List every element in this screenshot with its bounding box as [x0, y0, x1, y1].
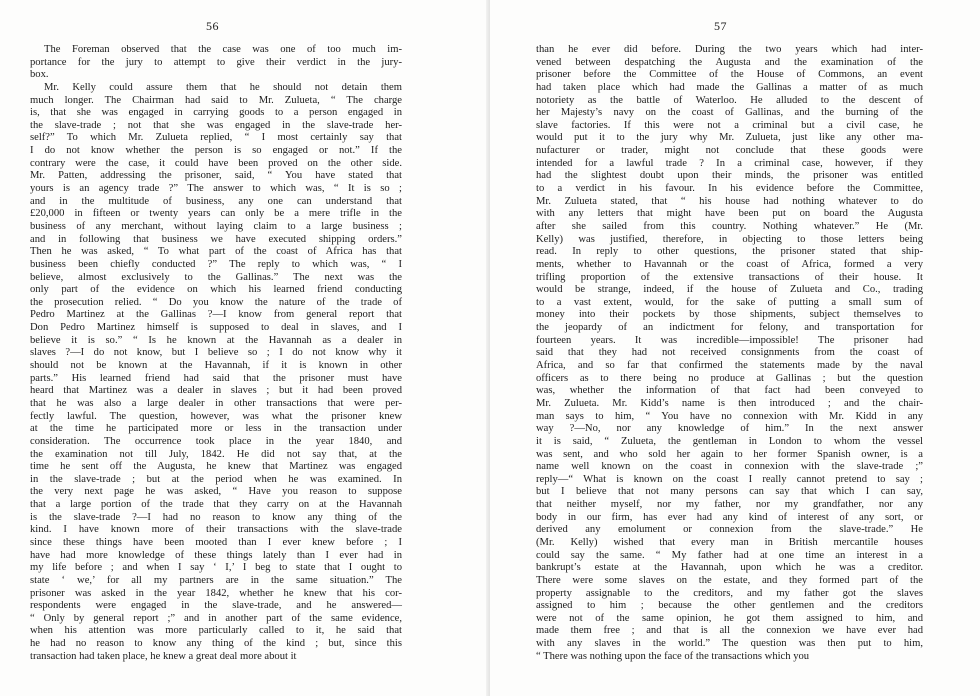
text-line: would put it to the jury why Mr. Zulueta, just like any other ma-: [536, 132, 923, 144]
text-line: to a vast extent, would, for the sake of putting a small sum of: [536, 296, 923, 308]
text-line: Mr. Zulueta stated, that “ his house had nothing whatever to do: [536, 195, 923, 207]
text-line: consideration. The occurrence took place in the year 1840, and: [30, 435, 402, 447]
text-line: way ?—No, nor any knowledge of him.” In the next answer: [536, 423, 923, 435]
text-line: self?” To which Mr. Zulueta replied, “ I most certainly say that: [30, 132, 402, 144]
text-line: is, that she was engaged in carrying goods to a person engaged in: [30, 107, 402, 119]
text-line: notoriety as the battle of Waterloo. He alluded to the descent of: [536, 94, 923, 106]
text-line: the very next page he was asked, “ Have you reason to suppose: [30, 486, 402, 498]
text-line: were not of the same opinion, he got them assigned to him, and: [536, 612, 923, 624]
right-page: [490, 0, 980, 696]
text-line: Mr. Kelly could assure them that he should not detain them: [44, 81, 402, 93]
text-line: he had no reason to know any thing of the kind ; but, since this: [30, 638, 402, 650]
text-line: prisoner was asked in the year 1842, whether he knew that his cor-: [30, 587, 402, 599]
text-line: (Mr. Kelly) wished that every man in British mercantile houses: [536, 536, 923, 548]
text-line: kind. I have known more of their transactions with the slave-trade: [30, 524, 402, 536]
text-line: Africa, and so far that confirmed the statements made by the naval: [536, 360, 923, 372]
text-line: transaction had taken place, he knew a great deal more about it: [30, 650, 297, 662]
text-line: at the time he participated more or less in the transaction under: [30, 423, 402, 435]
text-line: vened between despatching the Augusta and the examination of the: [536, 56, 923, 68]
text-line: time he sent off the Augusta, he knew that Martinez was engaged: [30, 461, 402, 473]
text-line: box.: [30, 69, 49, 81]
text-line: ments, whether to Havannah or the coast of Africa, formed a very: [536, 258, 923, 270]
text-line: officers as to there being no produce at Gallinas ; but the question: [536, 372, 923, 384]
text-line: would be strange, indeed, if the house of Zulueta and Co., trading: [536, 284, 923, 296]
text-line: assigned to him ; because the other gentlemen and the creditors: [536, 600, 923, 612]
text-line: had the slightest doubt upon their minds, the prisoner was entitled: [536, 170, 923, 182]
text-line: I do not know whether the person is so engaged or not.” If the: [30, 145, 402, 157]
text-line: the slave-trade ; not that she was engaged in the slave-trade her-: [30, 119, 402, 131]
text-line: slaves ?—I do not know, but I believe so ; I do not know why it: [30, 347, 402, 359]
text-line: to a verdict in his favour. In his evidence before the Committee,: [536, 183, 923, 195]
text-line: derived any emolument or connexion from the slave-trade.” He: [536, 524, 923, 536]
text-line: is the slave-trade ?—I had no reason to know any thing of the: [30, 511, 402, 523]
text-line: her Majesty’s navy on the coast of Gallinas, and the burning of the: [536, 107, 923, 119]
text-line: Don Pedro Martinez himself is supposed to deal in slaves, and I: [30, 322, 402, 334]
text-line: bankrupt’s estate at the Havannah, upon which he was a creditor.: [536, 562, 923, 574]
text-line: that neither myself, nor my father, nor my grandfather, nor any: [536, 499, 923, 511]
text-line: and in the multitude of business, any one can understand that: [30, 195, 402, 207]
text-line: portance for the jury to attempt to give their verdict in the jury-: [30, 56, 402, 68]
text-line: business been chiefly conducted ?” The reply to which was, “ I: [30, 258, 402, 270]
text-line: when his attention was more particularly called to it, he said that: [30, 625, 402, 637]
text-line: Mr. Patten, addressing the prisoner, said, “ You have stated that: [30, 170, 402, 182]
text-line: name well known on the coast in connexion with the slave-trade ;”: [536, 461, 923, 473]
text-line: much longer. The Chairman had said to Mr. Zulueta, “ The charge: [30, 94, 402, 106]
text-line: The Foreman observed that the case was one of too much im-: [44, 44, 402, 55]
text-line: Pedro Martinez at the Gallinas ?—I know from general report that: [30, 309, 402, 321]
text-line: Kelly) was justified, therefore, in objecting to those letters being: [536, 233, 923, 245]
text-line: intended for a lawful trade ? In a criminal case, however, if they: [536, 157, 923, 169]
text-line: the jeopardy of an indictment for felony, and transportation for: [536, 322, 923, 334]
text-line: that a large portion of the trade that they carry on at the Havannah: [30, 499, 402, 511]
text-line: Mr. Zulueta. Mr. Kidd’s name is then introduced ; and the chair-: [536, 397, 923, 409]
text-line: in the slave-trade ; but at the period when he was examined. In: [30, 473, 402, 485]
text-line: after she sailed from this country. Nothing whatever.” He (Mr.: [536, 220, 923, 232]
text-line: heard that Martinez was a dealer in slaves ; but it had been proved: [30, 385, 402, 397]
text-line: had taken place which had made the Gallinas a matter of as much: [536, 81, 923, 93]
text-line: with any letters that might have been put on board the Augusta: [536, 208, 923, 220]
text-line: man says to him, “ You have no connexion with Mr. Kidd in any: [536, 410, 923, 422]
text-line: but I believe that not many persons can say that which I can say,: [536, 486, 923, 498]
text-line: it is said, “ Zulueta, the gentleman in London to whom the vessel: [536, 435, 923, 447]
text-line: money into their pockets by those shipments, subject themselves to: [536, 309, 923, 321]
text-line: fourteen years. It was incredible—impossible! The prisoner had: [536, 334, 923, 346]
text-line: contrary were the case, it could have been proved on the other side.: [30, 157, 402, 169]
text-line: read. In reply to other questions, the prisoner stated that ship-: [536, 246, 923, 258]
text-line: “ There was nothing upon the face of the transactions which you: [536, 650, 810, 662]
text-line: state ‘ we,’ for all my partners are in the same situation.” The: [30, 574, 402, 586]
text-line: and in following that business we have executed shipping orders.”: [30, 233, 402, 245]
text-line: There were some slaves on the estate, and they formed part of the: [536, 574, 923, 586]
text-line: was, whether the information of that fact had been conveyed to: [536, 385, 923, 397]
text-line: nufacturer or trader, might not conclude that these goods were: [536, 145, 923, 157]
text-line: business of any merchant, without laying claim to a large business ;: [30, 220, 402, 232]
text-line: my life before ; and when I say ‘ I,’ I beg to state that I ought to: [30, 562, 402, 574]
text-line: property assignable to the creditors, and my father got the slaves: [536, 587, 923, 599]
text-line: prisoner before the Committee of the House of Commons, an event: [536, 69, 923, 81]
text-line: the examination not till July, 1842. He did not say that, at the: [30, 448, 402, 460]
page-text-block: [536, 44, 923, 663]
text-line: Then he was asked, “ To what part of the coast of Africa has that: [30, 246, 402, 258]
text-line: “ Only by general report ;” and in another part of the same evidence,: [30, 612, 402, 624]
text-line: made them free ; and that is all the connexion we have ever had: [536, 625, 923, 637]
text-line: parts.” His learned friend had said that the prisoner must have: [30, 372, 402, 384]
text-line: fectly lawful. The question, however, was what the prisoner knew: [30, 410, 402, 422]
text-line: body in our firm, has ever had any kind of interest of any sort, or: [536, 511, 923, 523]
text-line: yours is an agency trade ?” The answer to which was, “ It is so ;: [30, 183, 402, 195]
text-line: believe, almost exclusively to the Gallinas.” The next was the: [30, 271, 402, 283]
text-line: since these things have been mooted than I ever knew before ; I: [30, 536, 402, 548]
text-line: than he ever did before. During the two years which had inter-: [536, 44, 923, 55]
text-line: have had more knowledge of these things lately than I ever had in: [30, 549, 402, 561]
text-line: with any slaves in the world.” The question was then put to him,: [536, 638, 923, 650]
page-number: 57: [714, 19, 727, 33]
text-line: trifling proportion of the extensive transactions of their house. It: [536, 271, 923, 283]
text-line: believe it is so.” “ Is he known at the Havannah as a dealer in: [30, 334, 402, 346]
text-line: only part of the evidence on which his learned friend conducting: [30, 284, 402, 296]
text-line: respondents were engaged in the slave-trade, and he answered—: [30, 600, 402, 612]
text-line: £20,000 in fifteen or twenty years can only be a mere trifle in the: [30, 208, 402, 220]
text-line: that he was also a large dealer in other transactions that were per-: [30, 397, 402, 409]
text-line: said that they had not received consignments from the coast of: [536, 347, 923, 359]
text-line: could say the same. “ My father had at one time an interest in a: [536, 549, 923, 561]
text-line: was sent, and who sold her again to her former Spanish owner, is a: [536, 448, 923, 460]
page-text-block: [30, 44, 402, 663]
text-line: the prosecution relied. “ Do you know the nature of the trade of: [30, 296, 402, 308]
text-line: reply—“ What is known on the coast I really cannot pretend to say ;: [536, 473, 923, 485]
text-line: should not be known at the Havannah, if it is known in other: [30, 360, 402, 372]
page-number: 56: [206, 19, 219, 33]
text-line: slave factories. If this were not a criminal but a civil case, he: [536, 119, 923, 131]
